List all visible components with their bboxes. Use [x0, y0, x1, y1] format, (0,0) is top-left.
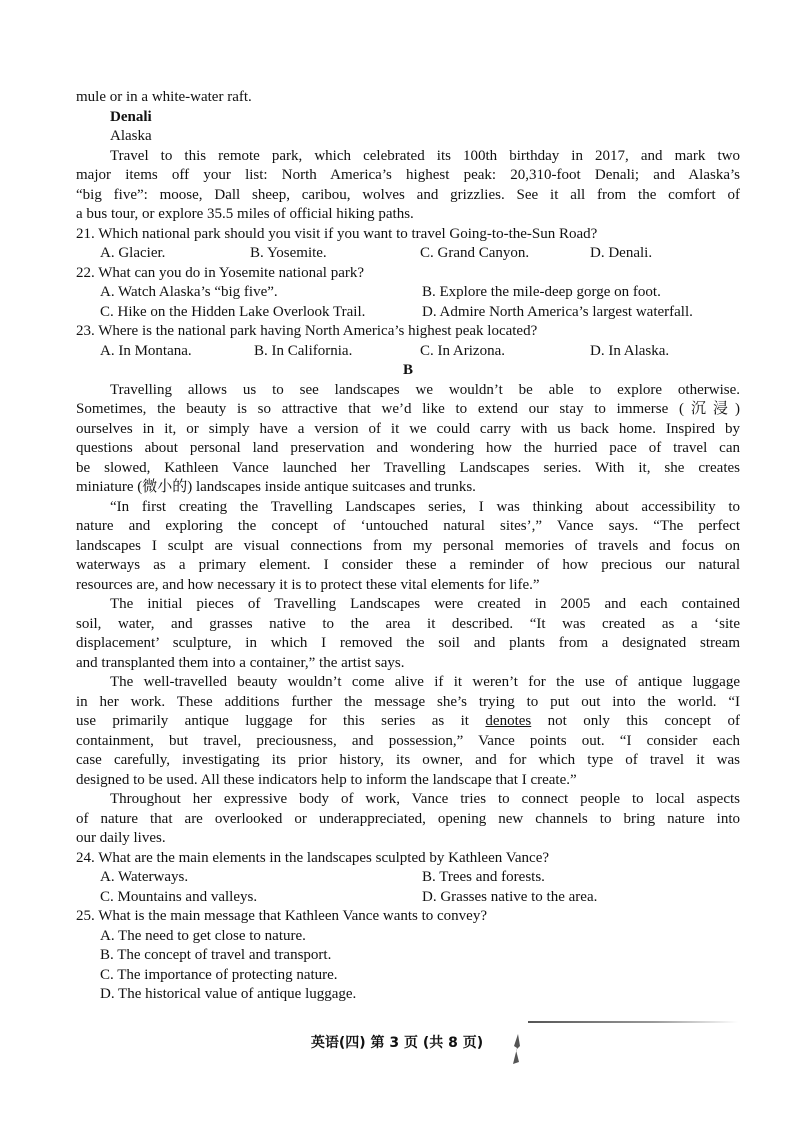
question-22-options-row1 — [76, 283, 740, 303]
passage-b-line: resources are, and how necessary it is to protect these vital elements for life.” — [76, 576, 540, 593]
underlined-word: denotes — [485, 713, 532, 729]
exam-page — [76, 88, 740, 1005]
passage-b-line: Throughout her expressive body of work, Vance tries to connect people to local aspects — [110, 791, 740, 807]
scan-artifact-line — [528, 1021, 738, 1023]
passage-b-line: miniature (微小的) landscapes inside antique suitcases and trunks. — [76, 479, 476, 495]
passage-b-line: case carefully, investigating its prior history, its owner, and for which type of travel it was — [76, 752, 740, 768]
passage-b-line: The well-travelled beauty wouldn’t come alive if it weren’t for the use of antique luggage — [110, 674, 740, 690]
option-b: B. Explore the mile-deep gorge on foot. — [422, 284, 661, 300]
option-b: B. In California. — [254, 342, 353, 359]
passage-b-line: and transplanted them into a container,” the artist says. — [76, 654, 405, 671]
option-d: D. Denali. — [590, 245, 653, 261]
denali-text-line: a bus tour, or explore 35.5 miles of official hiking paths. — [76, 206, 414, 222]
question-21-options — [76, 244, 740, 264]
passage-b-line: nature and exploring the concept of ‘untouched natural sites’,” Vance says. “The perfect — [76, 518, 740, 534]
option-c: C. In Arizona. — [420, 342, 505, 359]
passage-b-line: The initial pieces of Travelling Landscapes were created in 2005 and each contained — [110, 596, 740, 612]
passage-b-line: Travelling allows us to see landscapes we wouldn’t be able to explore otherwise. — [110, 381, 740, 398]
passage-b-line: ourselves in it, or simply have a version of it we could carry with us back home. Inspired by — [76, 420, 740, 437]
question-24-options-row2 — [76, 888, 740, 908]
question-21-stem: 21. Which national park should you visit if you want to travel Going-to-the-Sun Road? — [76, 225, 598, 242]
passage-b-line: questions about personal land preservation and wondering how the hurried pace of travel can — [76, 440, 740, 456]
option-d: D. Grasses native to the area. — [422, 888, 598, 905]
passage-b-line: displacement’ sculpture, in which I removed the soil and plants from a designated stream — [76, 635, 740, 651]
passage-b-line: Sometimes, the beauty is so attractive that we’d like to extend our stay to immerse (沉浸) — [76, 401, 740, 417]
option-a: A. Glacier. — [100, 245, 166, 261]
section-b-heading: B — [402, 362, 413, 378]
passage-b-line: “In first creating the Travelling Landscapes series, I was thinking about accessibility to — [110, 498, 740, 515]
question-23-options — [76, 342, 740, 362]
option-b: B. Trees and forests. — [422, 869, 545, 885]
passage-b-line: landscapes I sculpt are visual connections from my personal memories of travels and focus on — [76, 537, 740, 554]
option-d: D. Admire North America’s largest waterfall. — [422, 303, 693, 320]
passage-b-line: in her work. These additions further the message she’s trying to put out into the world. “I — [76, 693, 740, 710]
question-25-stem: 25. What is the main message that Kathleen Vance wants to convey? — [76, 908, 487, 924]
passage-b-line: soil, water, and grasses native to the area it described. “It was created as a ‘site — [76, 615, 740, 632]
question-24-stem: 24. What are the main elements in the landscapes sculpted by Kathleen Vance? — [76, 849, 550, 866]
question-22-options-row2 — [76, 303, 740, 323]
option-c: C. Grand Canyon. — [420, 245, 530, 261]
question-23-stem: 23. Where is the national park having North America’s highest peak located? — [76, 323, 538, 339]
option-c: C. The importance of protecting nature. — [100, 966, 338, 983]
option-b: B. Yosemite. — [250, 245, 327, 261]
passage-b-line: containment, but travel, preciousness, and possession,” Vance points out. “I consider each — [76, 732, 740, 749]
denali-text-line: Travel to this remote park, which celebrated its 100th birthday in 2017, and mark two — [110, 147, 740, 164]
option-a: A. In Montana. — [100, 342, 192, 359]
text-segment: not only this concept of — [531, 713, 740, 729]
passage-b-line: waterways as a primary element. I consider these a reminder of how precious our natural — [76, 557, 740, 573]
passage-b-line: be slowed, Kathleen Vance launched her Travelling Landscapes series. With it, she creates — [76, 459, 740, 476]
option-c: C. Hike on the Hidden Lake Overlook Trail. — [100, 303, 366, 320]
option-a: A. Waterways. — [100, 869, 189, 885]
option-a: A. The need to get close to nature. — [100, 927, 306, 944]
question-22-stem: 22. What can you do in Yosemite national park? — [76, 264, 365, 281]
option-d: D. In Alaska. — [590, 342, 670, 359]
passage-b-line: of nature that are overlooked or underappreciated, opening new channels to bring nature into — [76, 810, 740, 827]
text-segment: use primarily antique luggage for this series as it — [76, 713, 486, 729]
option-c: C. Mountains and valleys. — [100, 888, 258, 905]
option-b: B. The concept of travel and transport. — [100, 947, 332, 963]
question-24-options-row1 — [76, 868, 740, 888]
carry-over-line: mule or in a white-water raft. — [76, 89, 252, 105]
passage-b-line-denotes — [76, 712, 740, 732]
park-location: Alaska — [110, 128, 152, 144]
park-title-denali: Denali — [110, 108, 152, 125]
option-d: D. The historical value of antique luggage. — [100, 986, 357, 1002]
denali-text-line: “big five”: moose, Dall sheep, caribou, wolves and grizzlies. See it all from the comfort of — [76, 186, 740, 203]
passage-b-line: our daily lives. — [76, 830, 166, 846]
passage-b-line: designed to be used. All these indicators help to inform the landscape that I create.” — [76, 771, 577, 788]
option-a: A. Watch Alaska’s “big five”. — [100, 284, 278, 300]
denali-text-line: major items off your list: North America’s highest peak: 20,310-foot Denali; and Alaska’s — [76, 167, 740, 183]
page-footer: 英语(四) 第 3 页 (共 8 页) — [310, 1035, 484, 1051]
